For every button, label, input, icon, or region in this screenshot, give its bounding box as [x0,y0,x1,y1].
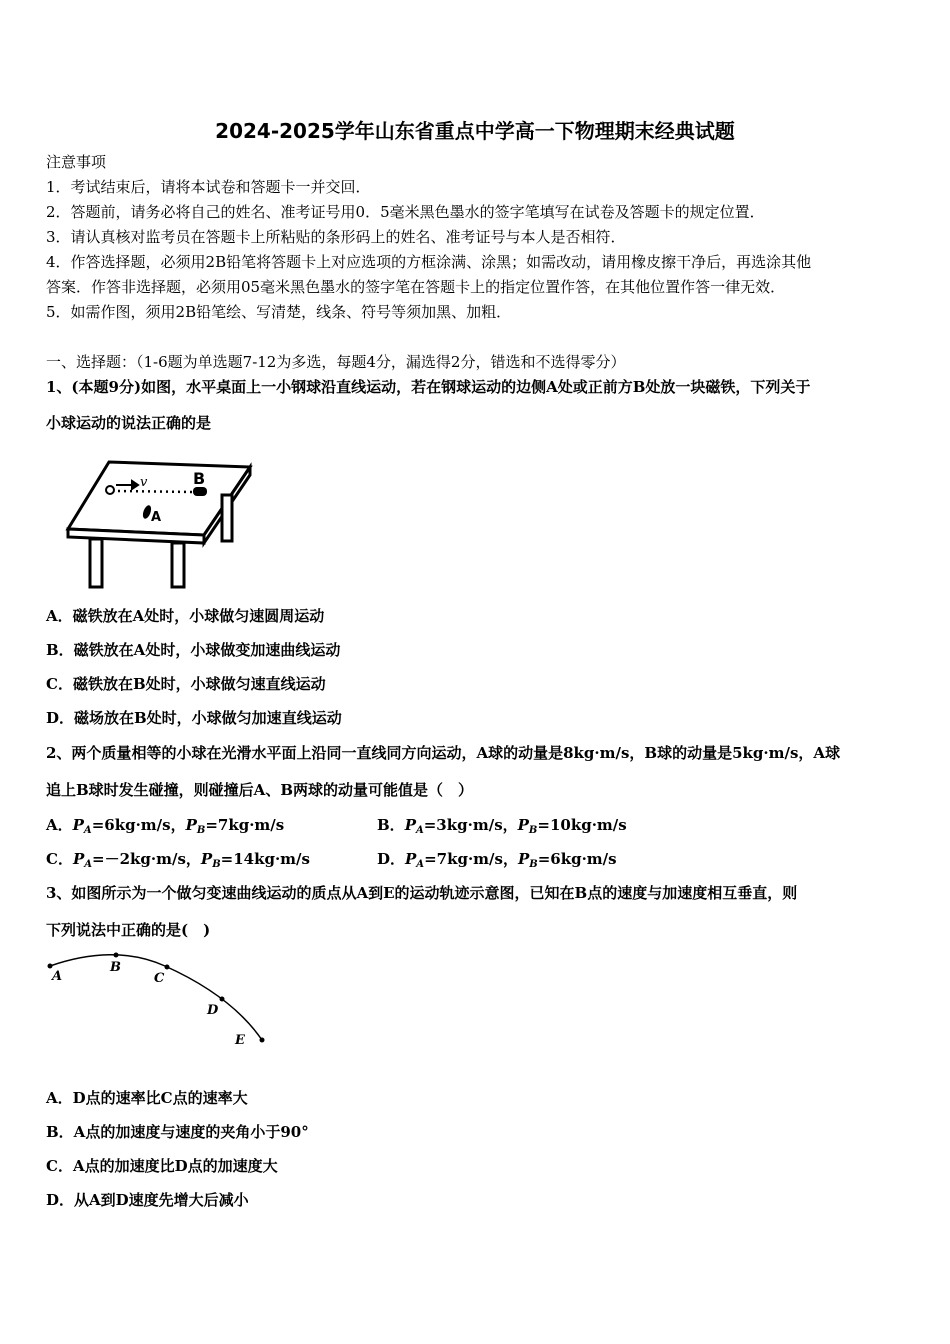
label-c: C [154,971,165,986]
magnet-a-label: A [151,510,162,525]
q2-option-b: B．$P_A=3kg\cdot m/s$，$P_B=10kg\cdot m/s$ [377,816,627,836]
magnet-b [193,487,207,496]
note-5: 5．如需作图，须用2B铅笔绘、写清楚，线条、符号等须加黑、加粗． [46,303,512,321]
magnet-b-label: B [193,469,206,488]
q3-option-b: B．A点的加速度与速度的夹角小于90° [46,1123,309,1141]
trajectory-curve [50,955,262,1040]
q2-option-a: A．$P_A=6kg\cdot m/s$，$P_B=7kg\cdot m/s$ [46,816,285,836]
q3-option-d: D．从A到D速度先增大后减小 [46,1191,249,1209]
q2-option-d: D．$P_A=7kg\cdot m/s$，$P_B=6kg\cdot m/s$ [377,850,617,870]
velocity-label: v [140,475,148,490]
q1-stem-line2: 小球运动的说法正确的是 [46,414,212,432]
note-3: 3．请认真核对监考员在答题卡上所粘贴的条形码上的姓名、准考证号与本人是否相符． [46,228,626,246]
q3-stem-line1: 3、如图所示为一个做匀变速曲线运动的质点从A到E的运动轨迹示意图，已知在B点的速度与加速度相互垂直，则 [46,884,798,902]
q2-stem-line2: 追上B球时发生碰撞，则碰撞后A、B两球的动量可能值是（ ） [46,781,473,799]
notes-heading: 注意事项 [46,153,107,171]
q1-option-d: D．磁场放在B处时，小球做匀加速直线运动 [46,709,342,727]
q1-option-a: A．磁铁放在A处时，小球做匀速圆周运动 [46,607,325,625]
q3-option-a: A．D点的速率比C点的速率大 [46,1089,248,1107]
note-4-cont: 答案．作答非选择题，必须用05毫米黑色墨水的签字笔在答题卡上的指定位置作答，在其他位置作答一律无效． [46,278,786,296]
point-e [260,1038,265,1043]
q1-option-b: B．磁铁放在A处时，小球做变加速曲线运动 [46,641,341,659]
q3-stem-line2: 下列说法中正确的是( ) [46,921,211,939]
q1-stem-line1: 1、(本题9分)如图，水平桌面上一小钢球沿直线运动，若在钢球运动的边侧A处或正前方B处放一块磁铁，下列关于 [46,378,811,396]
note-1: 1．考试结束后，请将本试卷和答题卡一并交回． [46,178,371,196]
trajectory-points [48,953,265,1043]
q2-option-c: C．$P_A=-2kg\cdot m/s$，$P_B=14kg\cdot m/s$ [46,850,310,870]
q1-option-c: C．磁铁放在B处时，小球做匀速直线运动 [46,675,326,693]
label-a: A [52,969,63,984]
label-b: B [110,960,121,975]
point-a [48,964,53,969]
note-4: 4．作答选择题，必须用2B铅笔将答题卡上对应选项的方框涂满、涂黑；如需改动，请用橡皮擦干净后，再选涂其他 [46,253,812,271]
q2-stem-line1: 2、两个质量相等的小球在光滑水平面上沿同一直线同方向运动，A球的动量是8kg·m/s，B球的动量是5kg·m/s，A球 [46,744,841,762]
q3-option-c: C．A点的加速度比D点的加速度大 [46,1157,278,1175]
point-d [220,997,225,1002]
note-2: 2．答题前，请务必将自己的姓名、准考证号用0．5毫米黑色墨水的签字笔填写在试卷及答题卡的规定位置． [46,203,765,221]
page-title: 2024-2025学年山东省重点中学高一下物理期末经典试题 [215,119,735,143]
q3-trajectory-figure [40,948,280,1053]
section-heading: 一、选择题：（1-6题为单选题7-12为多选，每题4分，漏选得2分，错选和不选得零分） [46,353,626,371]
point-c [165,965,170,970]
label-e: E [235,1033,245,1048]
point-b [114,953,119,958]
label-d: D [207,1003,219,1018]
q1-table-figure [62,455,262,595]
